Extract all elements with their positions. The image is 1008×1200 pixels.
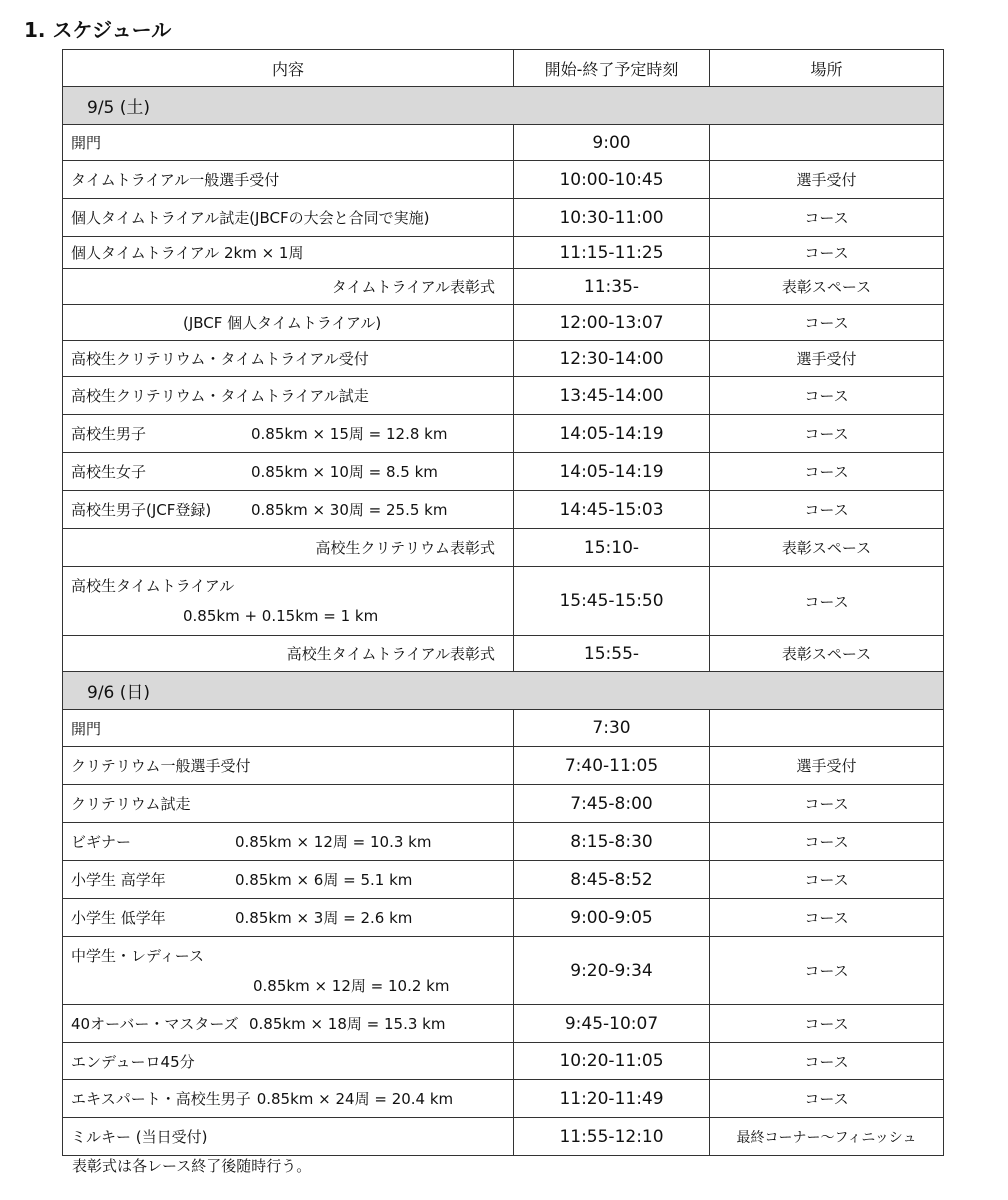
row-place: コース: [710, 899, 944, 937]
row-time: 10:20-11:05: [514, 1043, 710, 1080]
table-row: [63, 237, 944, 269]
race-detail: 0.85km × 12周 = 10.3 km: [235, 833, 432, 851]
row-time: 12:00-13:07: [514, 305, 710, 341]
table-row: [63, 937, 944, 1005]
header-content: 内容: [63, 50, 514, 87]
row-place: コース: [710, 453, 944, 491]
row-content: 高校生クリテリウム・タイムトライアル試走: [63, 377, 514, 415]
row-content: [63, 823, 514, 861]
row-time: 9:45-10:07: [514, 1005, 710, 1043]
table-row: [63, 125, 944, 161]
row-time: 8:15-8:30: [514, 823, 710, 861]
header-time: 開始-終了予定時刻: [514, 50, 710, 87]
race-label: 高校生男子: [71, 425, 147, 443]
row-content: [63, 861, 514, 899]
table-row: [63, 823, 944, 861]
section-row: [63, 672, 944, 710]
row-time: 11:55-12:10: [514, 1118, 710, 1156]
table-row: [63, 861, 944, 899]
row-place: 選手受付: [710, 747, 944, 785]
schedule-table: [62, 49, 944, 1156]
row-time: 9:20-9:34: [514, 937, 710, 1005]
row-place: 選手受付: [710, 161, 944, 199]
table-row: [63, 636, 944, 672]
race-label: 中学生・レディース: [71, 946, 205, 965]
page-title: 1. スケジュール: [24, 18, 172, 42]
row-place: コース: [710, 237, 944, 269]
row-content: 高校生タイムトライアル表彰式: [63, 636, 514, 672]
row-content: 開門: [63, 710, 514, 747]
race-detail: 0.85km × 6周 = 5.1 km: [235, 871, 413, 889]
race-detail: 0.85km × 12周 = 10.2 km: [253, 976, 450, 995]
row-content: [63, 1005, 514, 1043]
race-label: ビギナー: [71, 833, 132, 851]
table-row: [63, 747, 944, 785]
race-label: 小学生 高学年: [71, 871, 166, 889]
row-time: 9:00-9:05: [514, 899, 710, 937]
table-row: [63, 415, 944, 453]
row-content: エンデューロ45分: [63, 1043, 514, 1080]
table-row: [63, 529, 944, 567]
row-content: クリテリウム試走: [63, 785, 514, 823]
row-time: 15:10-: [514, 529, 710, 567]
row-time: 10:30-11:00: [514, 199, 710, 237]
row-content: クリテリウム一般選手受付: [63, 747, 514, 785]
row-content: 高校生クリテリウム・タイムトライアル受付: [63, 341, 514, 377]
race-label: 高校生女子: [71, 463, 147, 481]
row-place: コース: [710, 567, 944, 636]
row-content: [63, 899, 514, 937]
row-content: [63, 491, 514, 529]
row-content: [63, 415, 514, 453]
race-label: 40オーバー・マスターズ: [71, 1015, 239, 1033]
table-row: [63, 1118, 944, 1156]
row-content: [63, 567, 514, 636]
row-place: [710, 710, 944, 747]
section-label: 9/5 (土): [63, 87, 944, 125]
race-detail: 0.85km × 3周 = 2.6 km: [235, 909, 413, 927]
row-place: コース: [710, 415, 944, 453]
row-time: 14:45-15:03: [514, 491, 710, 529]
row-content: 個人タイムトライアル試走(JBCFの大会と合同で実施): [63, 199, 514, 237]
table-row: [63, 710, 944, 747]
table-row: [63, 199, 944, 237]
row-place: コース: [710, 377, 944, 415]
section-label: 9/6 (日): [63, 672, 944, 710]
row-content: [63, 937, 514, 1005]
row-time: 7:40-11:05: [514, 747, 710, 785]
table-row: [63, 1005, 944, 1043]
row-place: コース: [710, 1005, 944, 1043]
table-row: [63, 453, 944, 491]
table-row: [63, 491, 944, 529]
table-row: [63, 785, 944, 823]
table-row: [63, 1043, 944, 1080]
row-place: 選手受付: [710, 341, 944, 377]
header-place: 場所: [710, 50, 944, 87]
table-row: [63, 567, 944, 636]
row-place: コース: [710, 491, 944, 529]
row-content: タイムトライアル表彰式: [63, 269, 514, 305]
table-row: [63, 305, 944, 341]
row-place: 表彰スペース: [710, 636, 944, 672]
row-place: 最終コーナー～フィニッシュ: [710, 1118, 944, 1156]
row-time: 15:45-15:50: [514, 567, 710, 636]
row-place: コース: [710, 305, 944, 341]
race-detail: 0.85km × 15周 = 12.8 km: [251, 425, 448, 443]
row-time: 11:15-11:25: [514, 237, 710, 269]
row-time: 10:00-10:45: [514, 161, 710, 199]
row-place: [710, 125, 944, 161]
row-place: コース: [710, 1043, 944, 1080]
race-label: エキスパート・高校生男子: [71, 1090, 251, 1108]
row-content: [63, 1080, 514, 1118]
row-time: 7:45-8:00: [514, 785, 710, 823]
row-time: 9:00: [514, 125, 710, 161]
section-row: [63, 87, 944, 125]
row-time: 8:45-8:52: [514, 861, 710, 899]
row-place: コース: [710, 861, 944, 899]
row-place: コース: [710, 199, 944, 237]
row-place: コース: [710, 823, 944, 861]
race-label: 高校生タイムトライアル: [71, 577, 235, 595]
table-row: [63, 269, 944, 305]
row-place: コース: [710, 937, 944, 1005]
table-row: [63, 377, 944, 415]
row-time: 7:30: [514, 710, 710, 747]
row-time: 14:05-14:19: [514, 453, 710, 491]
row-time: 12:30-14:00: [514, 341, 710, 377]
row-time: 13:45-14:00: [514, 377, 710, 415]
row-time: 11:35-: [514, 269, 710, 305]
footnote: 表彰式は各レース終了後随時行う。: [72, 1157, 312, 1175]
race-detail: 0.85km + 0.15km = 1 km: [183, 607, 379, 625]
row-place: コース: [710, 785, 944, 823]
row-place: 表彰スペース: [710, 529, 944, 567]
row-content: 高校生クリテリウム表彰式: [63, 529, 514, 567]
race-label: 高校生男子(JCF登録): [71, 501, 212, 519]
row-content: [63, 453, 514, 491]
row-content: ミルキー (当日受付): [63, 1118, 514, 1156]
row-time: 14:05-14:19: [514, 415, 710, 453]
table-row: [63, 1080, 944, 1118]
table-row: [63, 161, 944, 199]
race-detail: 0.85km × 24周 = 20.4 km: [256, 1090, 454, 1108]
row-time: 11:20-11:49: [514, 1080, 710, 1118]
race-detail: 0.85km × 30周 = 25.5 km: [251, 501, 448, 519]
row-content: (JBCF 個人タイムトライアル): [63, 305, 514, 341]
table-row: [63, 341, 944, 377]
race-detail: 0.85km × 10周 = 8.5 km: [251, 463, 438, 481]
row-content: 開門: [63, 125, 514, 161]
table-row: [63, 899, 944, 937]
row-place: 表彰スペース: [710, 269, 944, 305]
row-content: タイムトライアル一般選手受付: [63, 161, 514, 199]
header-row: [63, 50, 944, 87]
row-time: 15:55-: [514, 636, 710, 672]
row-place: コース: [710, 1080, 944, 1118]
race-label: 小学生 低学年: [71, 909, 166, 927]
row-content: 個人タイムトライアル 2km × 1周: [63, 237, 514, 269]
race-detail: 0.85km × 18周 = 15.3 km: [249, 1015, 446, 1033]
